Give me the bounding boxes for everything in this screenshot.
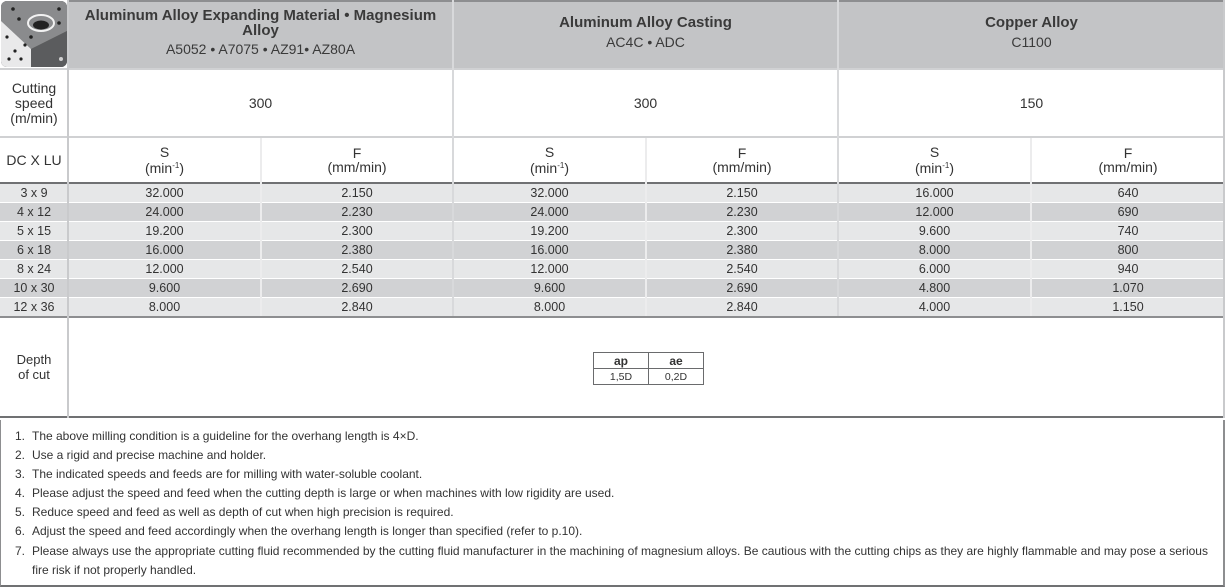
- depth-of-cut-row: [0, 316, 1225, 418]
- f-unit: (mm/min): [1098, 159, 1158, 175]
- note-item: [15, 484, 1223, 503]
- note-number: 5.: [15, 505, 26, 520]
- tool-size-cell: 10 x 30: [13, 281, 55, 295]
- feed-rate-cell: 2.690: [726, 281, 758, 295]
- grid-line: [837, 0, 839, 316]
- ae-value: 0,2D: [649, 369, 704, 385]
- feed-rate-cell: 940: [1117, 262, 1139, 276]
- feed-rate-cell: 2.840: [341, 300, 373, 314]
- material-title: Aluminum Alloy Expanding Material • Magnesium Alloy: [84, 7, 437, 39]
- note-text: Please adjust the speed and feed when the cutting depth is large or when machines with low rigidity are used.: [32, 486, 615, 501]
- label-line: speed: [14, 94, 54, 111]
- feed-rate-cell: 1.070: [1112, 281, 1144, 295]
- spindle-speed-cell: 9.600: [148, 281, 181, 295]
- feed-rate-cell: 800: [1117, 243, 1139, 257]
- note-text: The indicated speeds and feeds are for milling with water-soluble coolant.: [32, 467, 423, 482]
- feed-rate-cell: 2.150: [341, 186, 373, 200]
- note-number: 3.: [15, 467, 26, 482]
- s-unit: $(\min^{-1})$: [144, 160, 185, 176]
- grid-line: [1030, 138, 1032, 316]
- spindle-speed-cell: 8.000: [533, 300, 566, 314]
- spindle-speed-cell: 24.000: [530, 205, 569, 219]
- s-label: S: [929, 144, 940, 160]
- f-label: F: [1123, 145, 1133, 161]
- spindle-speed-cell: 4.000: [918, 300, 951, 314]
- tool-size-cell: 3 x 9: [20, 186, 48, 200]
- ap-value: 1,5D: [594, 369, 649, 385]
- data-rows: [0, 184, 1225, 317]
- material-header-aluminum-expanding: [68, 0, 453, 68]
- tool-size-cell: 4 x 12: [16, 205, 52, 219]
- table-row: [0, 203, 1225, 222]
- material-grades: C1100: [1011, 34, 1052, 50]
- note-text: Please always use the appropriate cutting fluid recommended by the cutting fluid manufacturer in the machining of magnesium alloys. Be cautious with the cutting chips as they are highly flammable and may pose a serious fire risk if not properly handled.: [32, 543, 1208, 577]
- material-header-copper: [838, 0, 1225, 68]
- cutting-speed-value: 300: [633, 95, 658, 111]
- column-subheader-row: [0, 136, 1225, 184]
- note-number: 7.: [15, 543, 26, 558]
- f-unit: (mm/min): [327, 159, 387, 175]
- spindle-speed-cell: 32.000: [530, 186, 569, 200]
- grid-line: [452, 0, 454, 316]
- feed-rate-cell: 2.540: [341, 262, 373, 276]
- depth-of-cut-table: [593, 352, 704, 385]
- spindle-speed-header: [68, 138, 261, 182]
- feed-rate-header: [1031, 138, 1225, 182]
- depth-of-cut-label: [0, 318, 68, 416]
- feed-rate-cell: 2.380: [341, 243, 373, 257]
- material-header-aluminum-casting: [453, 0, 838, 68]
- s-label: S: [544, 144, 555, 160]
- label-line: (m/min): [10, 109, 58, 126]
- cutting-speed-label: [0, 70, 68, 136]
- spindle-speed-cell: 19.200: [145, 224, 184, 238]
- feed-rate-cell: 2.150: [726, 186, 758, 200]
- s-unit: $(\min^{-1})$: [914, 160, 955, 176]
- ae-header: ae: [649, 353, 704, 369]
- material-title: Aluminum Alloy Casting: [559, 14, 732, 31]
- spindle-speed-cell: 16.000: [145, 243, 184, 257]
- tool-size-cell: 5 x 15: [16, 224, 52, 238]
- feed-rate-cell: 2.300: [726, 224, 758, 238]
- spindle-speed-header: [453, 138, 646, 182]
- spindle-speed-header: [838, 138, 1031, 182]
- table-row: [0, 298, 1225, 317]
- note-item: [15, 503, 1223, 522]
- note-number: 1.: [15, 429, 26, 443]
- label-line: Depth: [16, 352, 52, 367]
- ap-header: ap: [594, 353, 649, 369]
- table-row: [0, 260, 1225, 279]
- feed-rate-header: [646, 138, 838, 182]
- feed-rate-cell: 2.690: [341, 281, 373, 295]
- feed-rate-cell: 2.230: [341, 205, 373, 219]
- spindle-speed-cell: 9.600: [918, 224, 951, 238]
- s-unit: $(\min^{-1})$: [529, 160, 570, 176]
- feed-rate-cell: 690: [1117, 205, 1139, 219]
- spindle-speed-cell: 16.000: [915, 186, 954, 200]
- label-line: of cut: [18, 367, 50, 382]
- note-item: [15, 522, 1223, 541]
- table-row: [0, 279, 1225, 298]
- grid-line: [260, 138, 262, 316]
- material-grades: AC4C • ADC: [606, 34, 685, 50]
- cutting-speed-value: 150: [1019, 95, 1044, 111]
- tool-size-cell: 6 x 18: [16, 243, 52, 257]
- material-grades: A5052 • A7075 • AZ91• AZ80A: [165, 41, 356, 57]
- table-row: [0, 222, 1225, 241]
- notes-list: [0, 420, 1225, 587]
- cutting-speed-row: [0, 68, 1225, 136]
- note-text: Reduce speed and feed as well as depth of cut when high precision is required.: [32, 505, 454, 520]
- feed-rate-cell: 2.840: [726, 300, 758, 314]
- spindle-speed-cell: 32.000: [145, 186, 184, 200]
- label-line: Cutting: [11, 79, 57, 96]
- spindle-speed-cell: 8.000: [148, 300, 181, 314]
- feed-rate-cell: 2.380: [726, 243, 758, 257]
- f-unit: (mm/min): [712, 159, 772, 175]
- tool-size-cell: 8 x 24: [16, 262, 52, 276]
- spindle-speed-cell: 8.000: [918, 243, 951, 257]
- feed-rate-header: [261, 138, 453, 182]
- note-item: [15, 446, 1223, 465]
- spindle-speed-cell: 6.000: [918, 262, 951, 276]
- note-item: [15, 542, 1223, 580]
- note-item: [15, 427, 1223, 446]
- spindle-speed-cell: 12.000: [915, 205, 954, 219]
- spindle-speed-cell: 16.000: [530, 243, 569, 257]
- feed-rate-cell: 2.300: [341, 224, 373, 238]
- spindle-speed-cell: 12.000: [530, 262, 569, 276]
- table-row: [0, 241, 1225, 260]
- header-logo-cell: [0, 0, 68, 68]
- milling-workpiece-icon: [1, 1, 67, 67]
- grid-line: [645, 138, 647, 316]
- spindle-speed-cell: 12.000: [145, 262, 184, 276]
- note-number: 6.: [15, 524, 26, 539]
- spindle-speed-cell: 24.000: [145, 205, 184, 219]
- dc-x-lu-label: DC X LU: [6, 152, 62, 168]
- spindle-speed-cell: 4.800: [918, 281, 951, 295]
- note-text: Use a rigid and precise machine and holder.: [32, 448, 267, 463]
- note-number: 4.: [15, 486, 26, 501]
- feed-rate-cell: 2.540: [726, 262, 758, 276]
- note-number: 2.: [15, 448, 26, 463]
- s-label: S: [159, 144, 170, 160]
- f-label: F: [737, 145, 747, 161]
- note-item: [15, 465, 1223, 484]
- feed-rate-cell: 1.150: [1112, 300, 1144, 314]
- f-label: F: [352, 145, 362, 161]
- cutting-speed-value: 300: [248, 95, 273, 111]
- spindle-speed-cell: 9.600: [533, 281, 566, 295]
- grid-line: [67, 0, 69, 418]
- feed-rate-cell: 640: [1117, 186, 1139, 200]
- feed-rate-cell: 2.230: [726, 205, 758, 219]
- spindle-speed-cell: 19.200: [530, 224, 569, 238]
- material-title: Copper Alloy: [985, 14, 1078, 31]
- note-text: Adjust the speed and feed accordingly when the overhang length is longer than specified (refer to p.10).: [32, 524, 583, 539]
- table-row: [0, 184, 1225, 203]
- feed-rate-cell: 740: [1117, 224, 1139, 238]
- note-text: The above milling condition is a guideline for the overhang length is 4×D.: [32, 429, 419, 443]
- tool-size-cell: 12 x 36: [13, 300, 55, 314]
